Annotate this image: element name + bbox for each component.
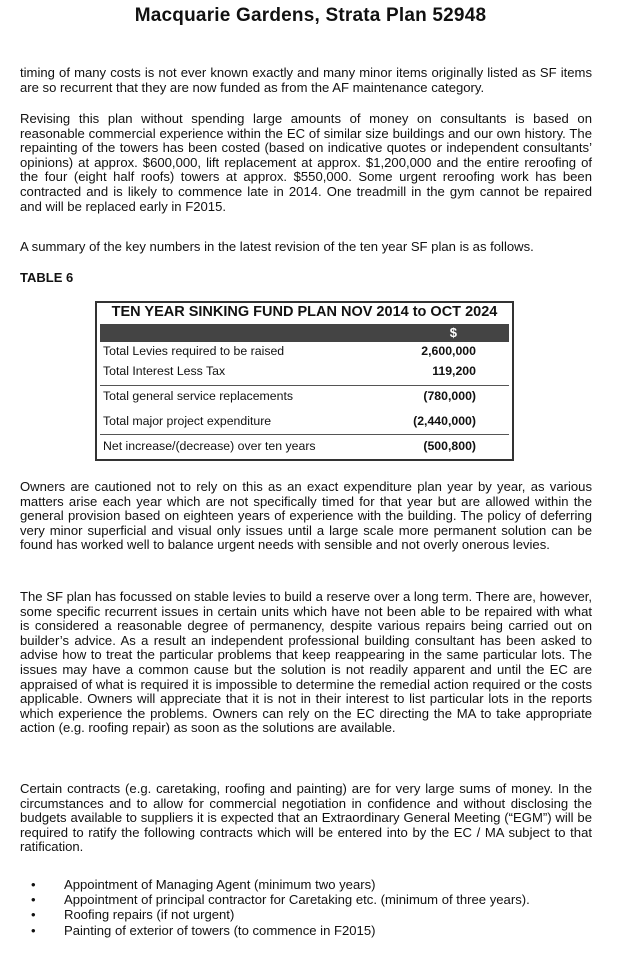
paragraph-owner-caution: Owners are cautioned not to rely on this as an exact expenditure plan year by year, as various matters arise each year which are not specifically timed for that year but are allowed within the general provision based on eighteen years of experience with the building. The policy of deferring very minor superficial and visual only issues until a large scale more permanent solution can be found has worked well to balance urgent needs with sensible and not overly onerous levies. bbox=[20, 479, 592, 553]
currency-header: $ bbox=[449, 325, 457, 340]
table-row bbox=[103, 389, 506, 405]
table-divider bbox=[100, 385, 509, 386]
bullet-icon: • bbox=[31, 877, 36, 892]
row-value: (500,800) bbox=[423, 439, 476, 453]
table-label: TABLE 6 bbox=[20, 270, 74, 285]
list-item: • Appointment of principal contractor for Caretaking etc. (minimum of three years). bbox=[31, 892, 530, 908]
row-value: 2,600,000 bbox=[421, 344, 476, 358]
table-row bbox=[103, 364, 506, 380]
page-title: Macquarie Gardens, Strata Plan 52948 bbox=[134, 5, 487, 26]
table-title: TEN YEAR SINKING FUND PLAN NOV 2014 to OCT 2024 bbox=[111, 304, 498, 320]
paragraph-recurrent-issues: The SF plan has focussed on stable levies to build a reserve over a long term. There are, however, some specific recurrent issues in certain units which have not been able to be repaired with what is considered a reasonable degree of permanency, despite various repairs being carried out on builder’s advice. As a result an independent professional building consultant has been asked to advise how to treat the particular problems that keep reappearing in the same particular lots. The issues may have a common cause but the solution is not readily apparent and until the EC are appraised of what is required it is impossible to determine the remedial action required or the costs applicable. Owners will appreciate that it is not in their interest to list particular lots in the reports which experience the problems. Owners can rely on the EC directing the MA to take appropriate action (e.g. roofing repair) as soon as the solutions are available. bbox=[20, 589, 592, 736]
table-row bbox=[103, 414, 506, 430]
bullet-icon: • bbox=[31, 907, 36, 923]
list-item: • Roofing repairs (if not urgent) bbox=[31, 907, 235, 923]
list-item: • Appointment of Managing Agent (minimum two years) bbox=[31, 877, 376, 892]
paragraph-sf-recurrent-costs: timing of many costs is not ever known exactly and many minor items originally listed as SF items are so recurrent that they are now funded as from the AF maintenance category. bbox=[20, 65, 592, 95]
paragraph-plan-revision: Revising this plan without spending large amounts of money on consultants is based on reasonable commercial experience within the EC of similar size buildings and our own history. The repainting of the towers has been costed (based on indicative quotes or independent consultants’ opinions) at approx. $600,000, lift replacement at approx. $1,200,000 and the entire reroofing of the four (eight half roofs) towers at approx. $550,000. Some urgent reroofing work has been contracted and is likely to commence late in 2014. One treadmill in the gym cannot be repaired and will be replaced early in F2015. bbox=[20, 111, 592, 214]
bullet-icon: • bbox=[31, 892, 36, 908]
paragraph-summary-intro: A summary of the key numbers in the latest revision of the ten year SF plan is as follows. bbox=[20, 239, 534, 254]
list-item: • Painting of exterior of towers (to commence in F2015) bbox=[31, 922, 376, 938]
row-label: Total Interest Less Tax bbox=[103, 364, 226, 378]
table-row bbox=[103, 344, 506, 360]
table-row bbox=[103, 439, 506, 455]
row-value: 119,200 bbox=[432, 364, 476, 378]
table-divider bbox=[100, 434, 509, 435]
bullet-icon: • bbox=[31, 922, 36, 938]
row-label: Total general service replacements bbox=[103, 389, 294, 403]
row-value: (780,000) bbox=[423, 389, 476, 403]
table-header-bar bbox=[100, 324, 509, 342]
sinking-fund-table bbox=[95, 301, 514, 461]
row-label: Net increase/(decrease) over ten years bbox=[103, 439, 316, 453]
contracts-list bbox=[20, 877, 592, 938]
paragraph-contracts-egm: Certain contracts (e.g. caretaking, roofing and painting) are for very large sums of money. In the circumstances and to allow for commercial negotiation in confidence and without disclosing the budgets available to suppliers it is expected that an Extraordinary General Meeting (“EGM”) will be required to ratify the following contracts which will be entered into by the EC / MA subject to that ratification. bbox=[20, 781, 592, 855]
row-label: Total major project expenditure bbox=[103, 414, 272, 428]
row-value: (2,440,000) bbox=[413, 414, 476, 428]
row-label: Total Levies required to be raised bbox=[103, 344, 285, 358]
